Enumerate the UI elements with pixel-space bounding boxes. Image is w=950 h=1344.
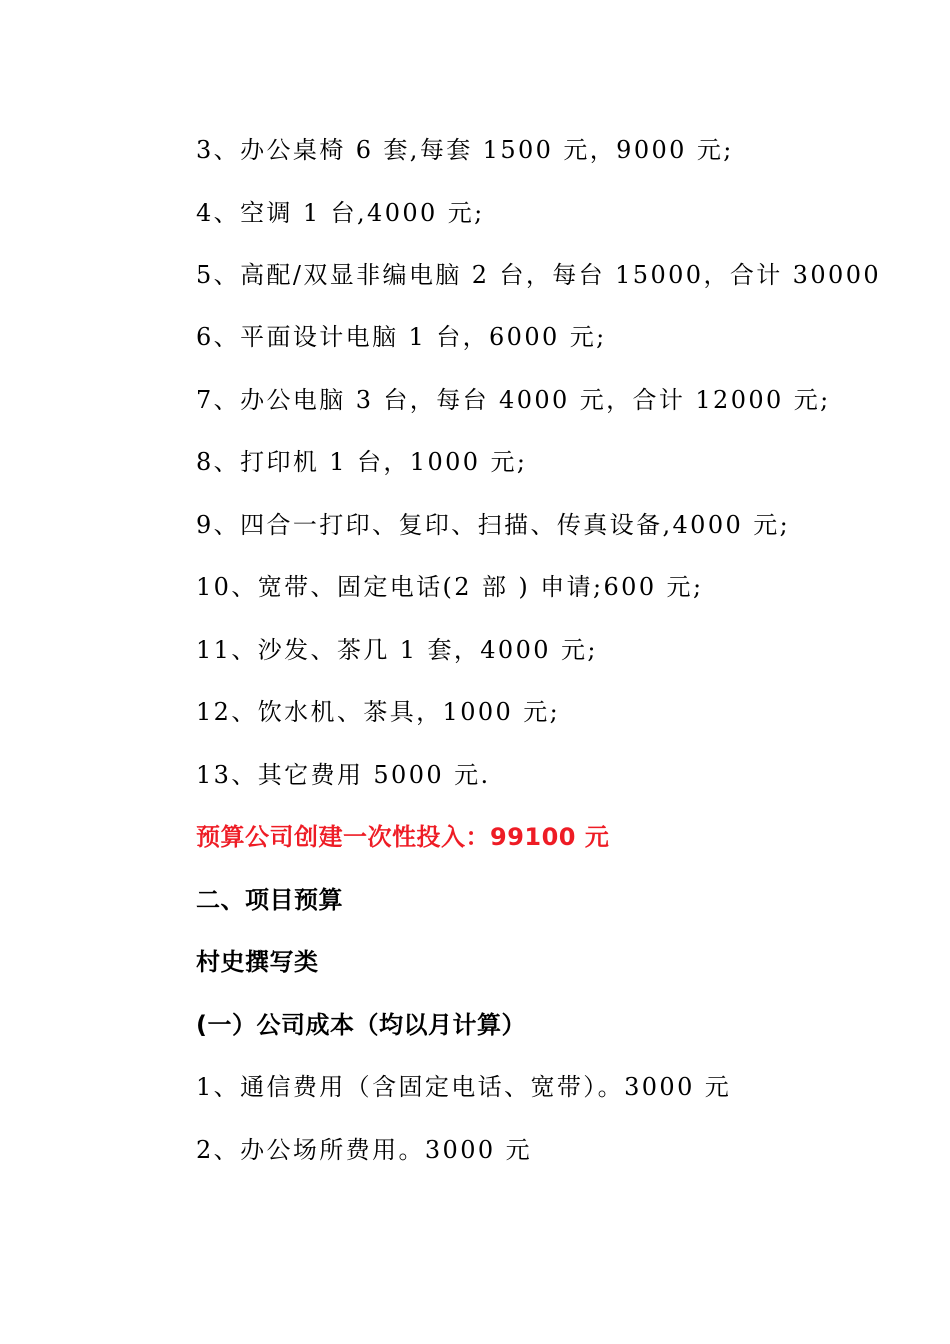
list-item-design-computer: 6、平面设计电脑 1 台，6000 元; xyxy=(196,323,607,351)
list-item-other-costs: 13、其它费用 5000 元. xyxy=(196,761,491,789)
list-item-broadband-phone: 10、宽带、固定电话(2 部 ) 申请;600 元; xyxy=(196,573,704,601)
cost-item-office-space: 2、办公场所费用。3000 元 xyxy=(196,1136,532,1164)
list-item-printer: 8、打印机 1 台，1000 元; xyxy=(196,448,528,476)
list-item-multifunction-device: 9、四合一打印、复印、扫描、传真设备,4000 元; xyxy=(196,511,791,539)
cost-item-communication: 1、通信费用（含固定电话、宽带）。3000 元 xyxy=(196,1073,732,1101)
list-item-sofa-table: 11、沙发、茶几 1 套，4000 元; xyxy=(196,636,598,664)
list-item-air-conditioner: 4、空调 1 台,4000 元; xyxy=(196,199,485,227)
list-item-water-dispenser: 12、饮水机、茶具，1000 元; xyxy=(196,698,561,726)
section-heading: 二、项目预算 xyxy=(196,886,343,914)
subsection-heading: (一）公司成本（均以月计算） xyxy=(196,1011,526,1039)
budget-total-heading: 预算公司创建一次性投入：99100 元 xyxy=(196,823,610,851)
list-item-office-computers: 7、办公电脑 3 台，每台 4000 元，合计 12000 元; xyxy=(196,386,831,414)
list-item-office-furniture: 3、办公桌椅 6 套,每套 1500 元，9000 元; xyxy=(196,136,734,164)
list-item-editing-computers: 5、高配/双显非编电脑 2 台，每台 15000，合计 30000 xyxy=(196,261,882,289)
category-heading: 村史撰写类 xyxy=(196,948,319,976)
